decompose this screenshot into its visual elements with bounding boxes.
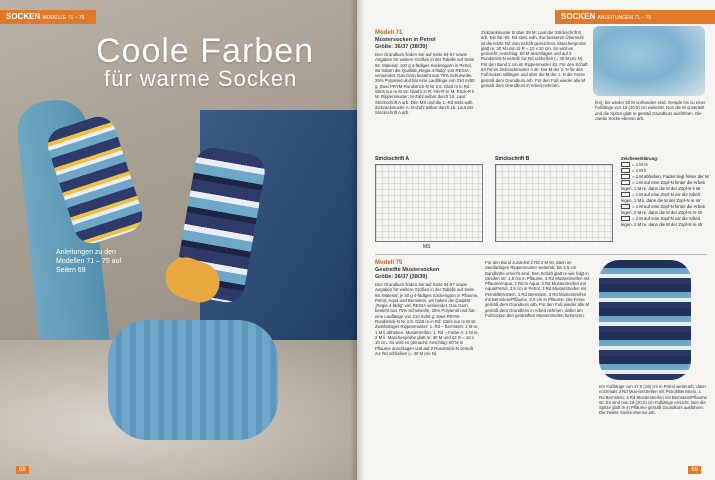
- cable-sock-photo: [108, 320, 278, 440]
- legend-item: = 1 M auf eine Zopf-N hinter die Arbeit legen, 1 M re, dann die M der Zopf-N li str: [621, 180, 705, 191]
- model-71-continued: [481, 30, 589, 88]
- knitting-chart-a: [375, 164, 483, 242]
- model-71-right-text: fen), bis wieder 60 M vorhanden sind. Gerade bis zu einer Fußlänge von 19 (20,5) cm weiterstr. Nun die M unverteilt und die Spitze glatt re gemäß Grundkurs ausführen. Die zweite Socke ebenso arb.: [595, 100, 706, 121]
- legend-item: = 1 M abheben, Faden liegt hinter der M: [621, 174, 711, 180]
- section-divider: [375, 254, 707, 255]
- model-71-photo: [593, 26, 705, 96]
- knitting-chart-b: [495, 164, 613, 242]
- section-tab-subtitle: ANLEITUNGEN 71 – 75: [597, 15, 652, 21]
- legend-item: = 1 M auf eine Zopf-N hinter die Arbeit legen, 2 M re, dann die M der Zopf-N re str: [621, 204, 705, 215]
- legend-item: = 1 M auf eine Zopf-N vor die Arbeit legen, 1 M li, dann die M der Zopf-N re str: [621, 192, 701, 203]
- slip-symbol-icon: [621, 174, 630, 179]
- model-71-column: [375, 30, 475, 116]
- chart-a-ms-label: MS: [423, 244, 431, 250]
- model-75-right-text: ner Fußlänge von 17,5 (19) cm in Petrol weiterarb, dann nochmals 3 Rd Mus-terstreifen mit Petrol/Bernstein, 1 Rd Bernstein, 3 Rd Musterstreifen mit Bernstein/Pflaume str. Es sind nun 19 (20,5) cm Fußlänge erreicht. Nun die Spitze glatt re in Pflaume gemäß Grundkurs ausführen. Die zweite Socke ebenso arb.: [599, 384, 707, 416]
- left-page: [0, 0, 357, 480]
- cable-2-left-symbol-icon: [621, 216, 630, 221]
- legend-item: = 2 M auf eine Zopf-N vor die Arbeit legen, 1 M re, dann die M der Zopf-N re str: [621, 216, 703, 227]
- legend-item: = 1 M re: [621, 162, 711, 168]
- chart-b-label: Strickschrift B: [495, 156, 530, 162]
- model-75-column: [375, 260, 479, 356]
- section-tab-title: SOCKEN: [6, 12, 41, 21]
- model-71-title: Mustersocken in Petrol: [375, 37, 436, 43]
- page-number-left: 68: [16, 466, 29, 474]
- purl-symbol-icon: [621, 168, 630, 173]
- model-71-right-column: [595, 100, 707, 121]
- section-tab-title: SOCKEN: [561, 12, 596, 21]
- section-tab-subtitle: MODELLE 71 – 75: [42, 15, 85, 21]
- section-tab-right: [555, 10, 715, 24]
- model-71-text: Den Grundkurs finden Sie auf Seite 64-67 sowie Angaben für weitere Größen in der Tabelle auf Seite 94. Material: 100 g 4-fädiges Sockengarn in Petrol, wir haben die Qualität „Regia 4-fädig“ von REGIA verwendet. Das Garn besteht aus 75% Schurwolle, 25% Polyamid und hat eine Lauflänge von 210 m/50 g. Zwei PRYM-Rundstrick-N Nr 2,5. Glatt re in Rd: Stets nur re M str. Glatt li in R: Hin-R re M, Rück-R li M. Rippenmuster: M-Zahl teilbar durch 15. Laut Strickschrift A arb. Den MS und die 1.-Rd stets wdh. Zickzackmuster A: M-Zahl teilbar durch 15. Laut der Strickschrift A arb.: [375, 52, 475, 116]
- model-75-heading: Modell 75: [375, 260, 403, 266]
- legend-title: Zeichenerklärung:: [621, 156, 659, 161]
- section-tab-left: [0, 10, 96, 24]
- legend-item: = 1 M li: [621, 168, 711, 174]
- chart-legend: [621, 156, 711, 228]
- model-71-size: Größe: 36/37 (38/39): [375, 43, 428, 50]
- right-page: [357, 0, 715, 480]
- model-75-title: Gestreifte Mustersocken: [375, 267, 440, 273]
- model-75-continued-text: Für den Bund zunächst 2 Rd 3 M str, dann im zweifarbigen Rippenmuster weiterstr, bis 2,5 cm Bundhöhe erreicht sind. Den Schaft glatt re wie folgt in Streifen str: 1,5 cm in Pflaume, 3 Rd Musterstreifen mit Pflaume/Aqua, 2 Rd in Aqua, 3 Rd Musterstreifen mit Aqua/Petrol, 3,5 cm in Petrol, 3 Rd Musterstreifen mit Petrol/Bernstein, 1 Rd Bernstein, 3 Rd Musterstreifen mit Bernstein/Pflaume, 2,5 cm in Pflaume. Die Ferse gemäß dem Grundkurs arb. Für den Fuß wieder alle M gemäß dem Grundkurs in Arbeit nehmen, dabei am Fußrücken den gestreiften Musterstreifen fortsetzen.: [485, 260, 590, 318]
- model-71-heading: Modell 71: [375, 30, 403, 36]
- headline-line-2: für warme Socken: [104, 66, 298, 91]
- knit-symbol-icon: [621, 162, 630, 167]
- model-75-photo: [599, 260, 691, 380]
- model-75-size: Größe: 36/37 (38/39): [375, 273, 428, 280]
- photo-caption: Anleitungen zu den Modellen 71 – 75 auf Seiten 69: [56, 249, 122, 274]
- model-75-continued: [485, 260, 593, 318]
- model-75-right-column: [599, 384, 707, 416]
- cable-right-symbol-icon: [621, 180, 630, 185]
- chart-a-label: Strickschrift A: [375, 156, 409, 162]
- model-75-text: Den Grundkurs finden Sie auf Seite 64-67 sowie Angaben für weitere Größen in der Tabelle auf Seite 94. Material: je 50 g 4-fädiges Sockengarn in Pflaume, Petrol, Aqua und Bernstein, wir haben die Qualität „Regia 4-fädig“ von REGIA verwendet. Das Garn besteht aus 75% Schurwolle, 25% Polyamid und hat eine Lauflänge von 210 m/50 g. Zwei PRYM-Rundstrick-N Nr 2,5. Glatt re in Rd: Stets nur re M str. Zweifarbiges Rippenmuster: 1. Rd – Bernstein: 1 M re, 1 M li abheben. Mustertreifen: 1. Rd – Farbe A: 1 M re, 2 M li. Maschenprobe glatt re: 30 M und 42 R = 10 x 10 cm. So wird es gemacht: Anschlag: 60 M in Pflaume anschlagen und auf 2 Rundstrick-N verteilt zur Rd schließen (= 30 M pro N).: [375, 282, 479, 356]
- cable-left-symbol-icon: [621, 192, 630, 197]
- cable-2-right-symbol-icon: [621, 204, 630, 209]
- page-number-right: 69: [688, 466, 701, 474]
- book-gutter: [350, 0, 364, 480]
- headline-line-1: Coole Farben: [96, 32, 315, 70]
- model-71-continued-text: Zickzackmuster B über 29 M: Laut der Strickschrift B arb. Die 65.-80. Rd stets wdh. Zur besseren Übersicht ist die letzte Rd vom Schaft gezeichnet. Maschenprobe glatt re: 30 M und 42 R = 10 x 10 cm. So wird es gemacht: Anschlag: 60 M anschlagen und auf 2 Rundstrick-N verteilt zur Rd schließen (= 30 M pro N). Für den Bund 2 cm im Rippenmuster str. Für den Schaft 64 Rd im Zickzackmuster A str. Die M der 2. N für den Fußrücken stilllegen und über die M der 1. N die Ferse gemäß dem Grundkurs arb. Für den Fuß wieder alle M gemäß dem Grundkurs in Arbeit nehmen.: [481, 30, 588, 88]
